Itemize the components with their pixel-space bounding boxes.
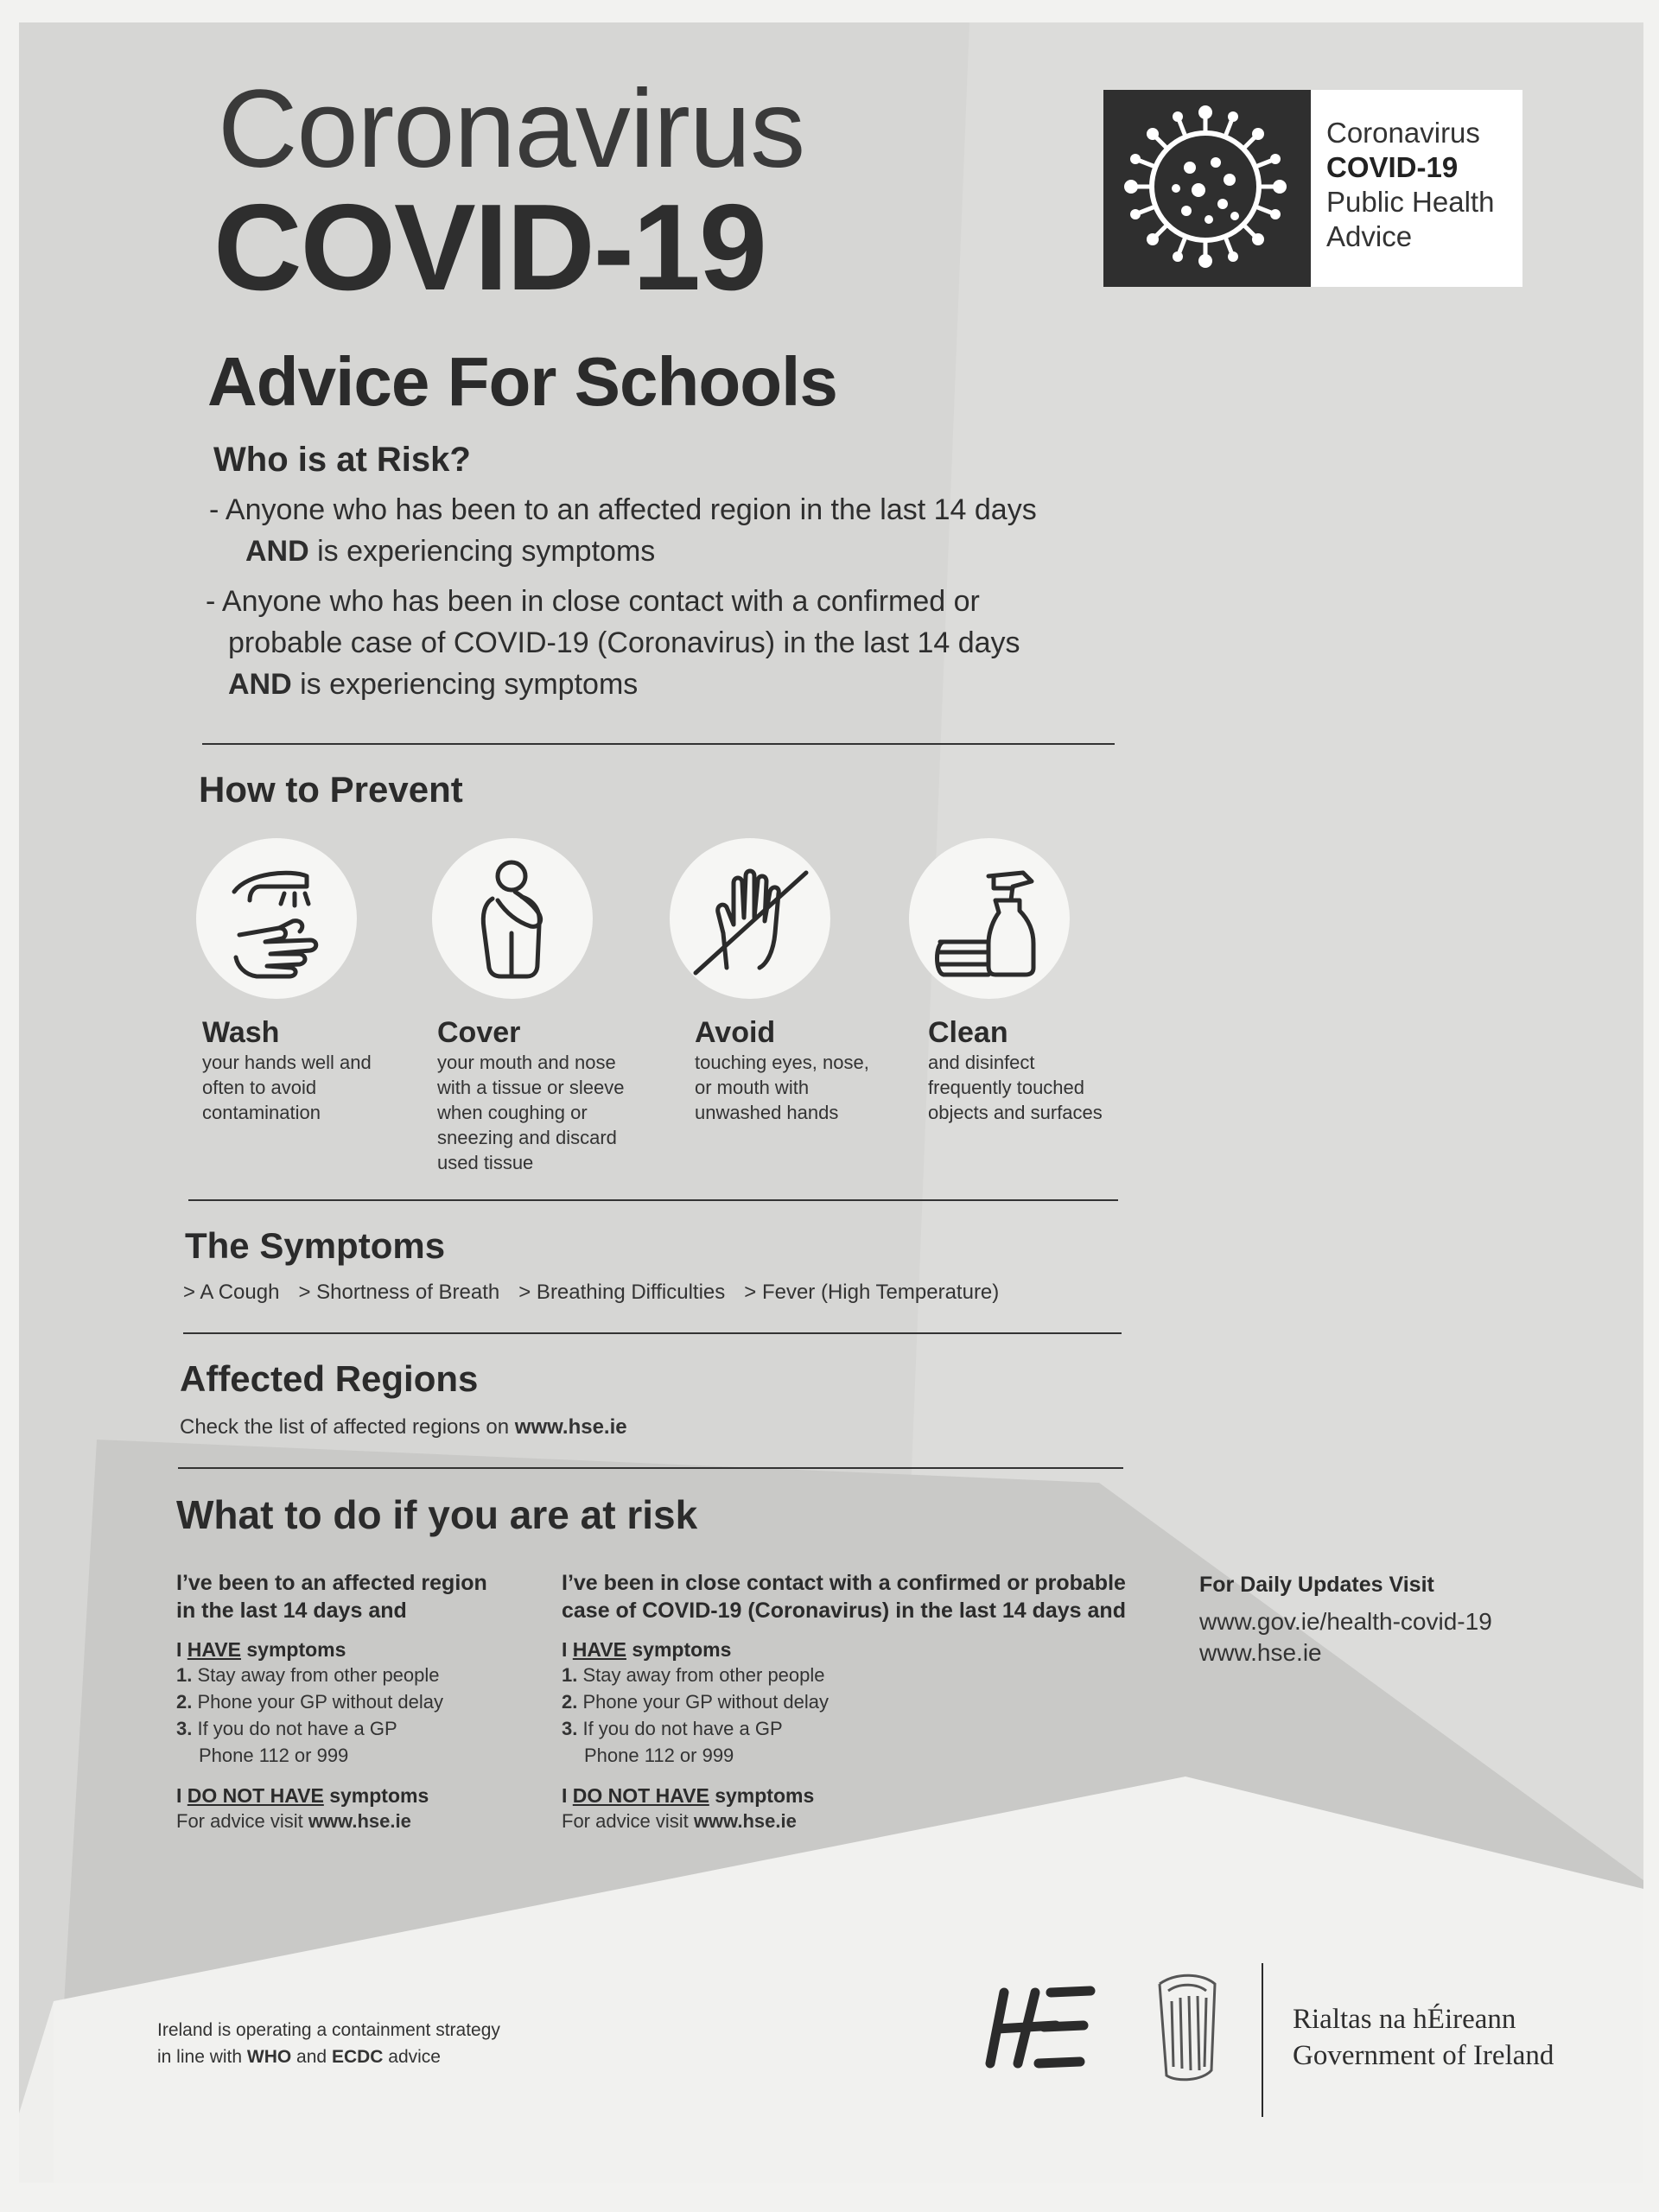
no-touch-hand-icon xyxy=(670,838,830,999)
badge-line3: Public Health xyxy=(1326,186,1495,218)
symptom-item: > Fever (High Temperature) xyxy=(744,1281,1000,1304)
at-risk-col-contact: I’ve been in close contact with a confirmed or probable case of COVID-19 (Coronavirus) in the last 14 days and I HAVE symptoms 1. Stay away from other people 2. Phone your GP without delay 3. If you do not have a GP Phone 112 or 999 I DO NOT HAVE symptoms For advice visit www.hse.ie xyxy=(562,1571,1126,1832)
government-of-ireland: Rialtas na hÉireann Government of Ireland xyxy=(1293,2004,1554,2071)
regions-heading: Affected Regions xyxy=(180,1358,479,1399)
virus-icon xyxy=(1103,90,1311,287)
hand-wash-icon xyxy=(196,838,357,999)
spray-bottle-icon xyxy=(909,838,1070,999)
badge-line1: Coronavirus xyxy=(1326,117,1480,149)
badge-line4: Advice xyxy=(1326,220,1413,252)
divider xyxy=(202,743,1115,745)
badge-text xyxy=(1326,116,1494,254)
divider xyxy=(183,1332,1122,1334)
prevent-item-clean: Clean and disinfect frequently touched objects and surfaces xyxy=(928,1016,1103,1123)
prevent-item-cover: Cover your mouth and nose with a tissue or sleeve when coughing or sneezing and discard used tissue xyxy=(437,1016,625,1173)
risk-heading: Who is at Risk? xyxy=(213,441,471,479)
regions-link[interactable]: www.hse.ie xyxy=(514,1415,627,1439)
cough-cover-icon xyxy=(432,838,593,999)
prevent-item-avoid: Avoid touching eyes, nose, or mouth with unwashed hands xyxy=(695,1016,869,1123)
main-title: Advice For Schools xyxy=(207,343,837,420)
symptom-item: > Breathing Difficulties xyxy=(518,1281,726,1304)
divider xyxy=(178,1467,1123,1469)
prevent-heading: How to Prevent xyxy=(199,769,463,810)
symptoms-list xyxy=(183,1281,999,1305)
public-health-badge xyxy=(1103,90,1522,287)
prevent-item-wash: Wash your hands well and often to avoid contamination xyxy=(202,1016,372,1123)
risk-item-2: - Anyone who has been in close contact with a confirmed or probable case of COVID-19 (Coronavirus) in the last 14 days AND is experiencing symptoms xyxy=(206,585,1020,701)
title-covid19: COVID-19 xyxy=(213,179,766,316)
daily-updates: For Daily Updates Visit www.gov.ie/health-covid-19 www.hse.ie xyxy=(1199,1573,1492,1669)
at-risk-heading: What to do if you are at risk xyxy=(176,1492,698,1537)
symptoms-heading: The Symptoms xyxy=(185,1225,446,1266)
logo-divider xyxy=(1262,1963,1263,2117)
divider xyxy=(188,1199,1118,1201)
advice-link[interactable]: www.hse.ie xyxy=(693,1810,797,1832)
at-risk-col-travel: I’ve been to an affected region in the last 14 days and I HAVE symptoms 1. Stay away from other people 2. Phone your GP without delay 3. If you do not have a GP Phone 112 or 999 I DO NOT HAVE symptoms For advice visit www.hse.ie xyxy=(176,1571,487,1832)
symptom-item: > Shortness of Breath xyxy=(298,1281,500,1304)
risk-item-1: - Anyone who has been to an affected region in the last 14 days AND is experiencing symptoms xyxy=(209,493,1037,568)
hse-link[interactable]: www.hse.ie xyxy=(1199,1639,1322,1666)
title-coronavirus: Coronavirus xyxy=(218,67,805,191)
symptom-item: > A Cough xyxy=(183,1281,280,1304)
advice-link[interactable]: www.hse.ie xyxy=(308,1810,411,1832)
footer-note: Ireland is operating a containment strategy in line with WHO and ECDC advice xyxy=(157,2020,500,2067)
regions-text: Check the list of affected regions on www.hse.ie xyxy=(180,1415,627,1439)
gov-link[interactable]: www.gov.ie/health-covid-19 xyxy=(1199,1608,1492,1635)
poster xyxy=(19,22,1643,2183)
badge-line2: COVID-19 xyxy=(1326,151,1459,183)
harp-emblem-icon xyxy=(1142,1967,1229,2088)
hse-logo xyxy=(978,1977,1116,2081)
